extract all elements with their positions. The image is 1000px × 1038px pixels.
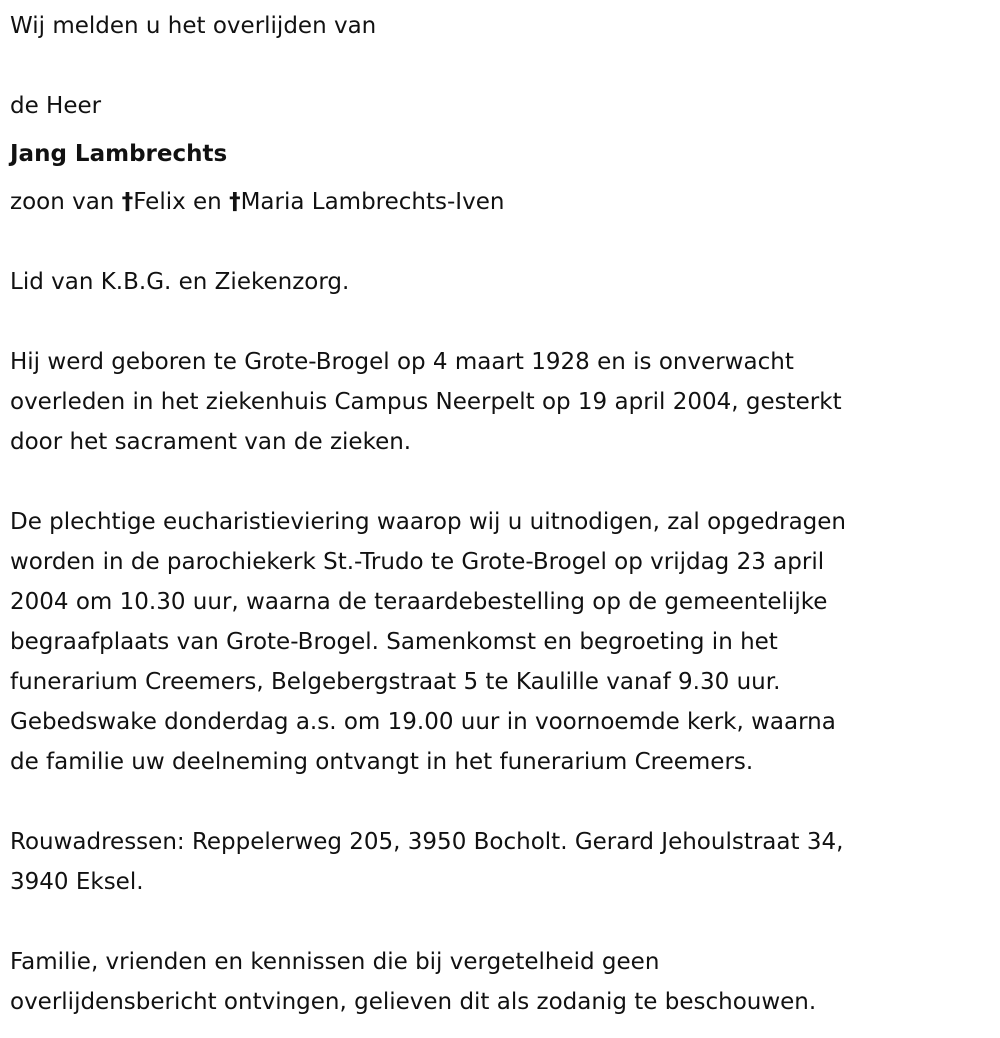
parents-line (10, 182, 846, 222)
membership-text: Lid van K.B.G. en Ziekenzorg. (10, 269, 350, 295)
paragraph-line: begraafplaats van Grote-Brogel. Samenkomst en begroeting in het (10, 629, 778, 655)
addresses-paragraph (10, 822, 846, 902)
deceased-name: Jang Lambrechts (10, 141, 228, 167)
paragraph-line: overlijdensbericht ontvingen, gelieven dit als zodanig te beschouwen. (10, 989, 817, 1015)
ceremony-paragraph (10, 502, 846, 782)
paragraph-line: Hij werd geboren te Grote-Brogel op 4 maart 1928 en is onverwacht (10, 349, 794, 375)
cross-icon: † (229, 189, 241, 215)
paragraph-line: worden in de parochiekerk St.-Trudo te Grote-Brogel op vrijdag 23 april (10, 549, 825, 575)
death-notice (10, 6, 846, 1022)
paragraph-line: Rouwadressen: Reppelerweg 205, 3950 Bocholt. Gerard Jehoulstraat 34, (10, 829, 844, 855)
title-text: de Heer (10, 93, 102, 119)
paragraph-line: door het sacrament van de zieken. (10, 429, 412, 455)
paragraph-line: Gebedswake donderdag a.s. om 19.00 uur in voornoemde kerk, waarna (10, 709, 836, 735)
closing-paragraph (10, 942, 846, 1022)
father-name: Felix en (133, 189, 230, 215)
parents-prefix: zoon van (10, 189, 122, 215)
paragraph-line: 3940 Eksel. (10, 869, 144, 895)
paragraph-line: De plechtige eucharistieviering waarop wij u uitnodigen, zal opgedragen (10, 509, 846, 535)
paragraph-line: 2004 om 10.30 uur, waarna de teraardebestelling op de gemeentelijke (10, 589, 828, 615)
paragraph-line: Familie, vrienden en kennissen die bij vergetelheid geen (10, 949, 660, 975)
paragraph-line: funerarium Creemers, Belgebergstraat 5 te Kaulille vanaf 9.30 uur. (10, 669, 781, 695)
intro-text: Wij melden u het overlijden van (10, 13, 377, 39)
mother-name: Maria Lambrechts-Iven (240, 189, 505, 215)
birth-death-paragraph (10, 342, 846, 462)
cross-icon: † (121, 189, 134, 215)
paragraph-line: de familie uw deelneming ontvangt in het funerarium Creemers. (10, 749, 754, 775)
paragraph-line: overleden in het ziekenhuis Campus Neerpelt op 19 april 2004, gesterkt (10, 389, 842, 415)
